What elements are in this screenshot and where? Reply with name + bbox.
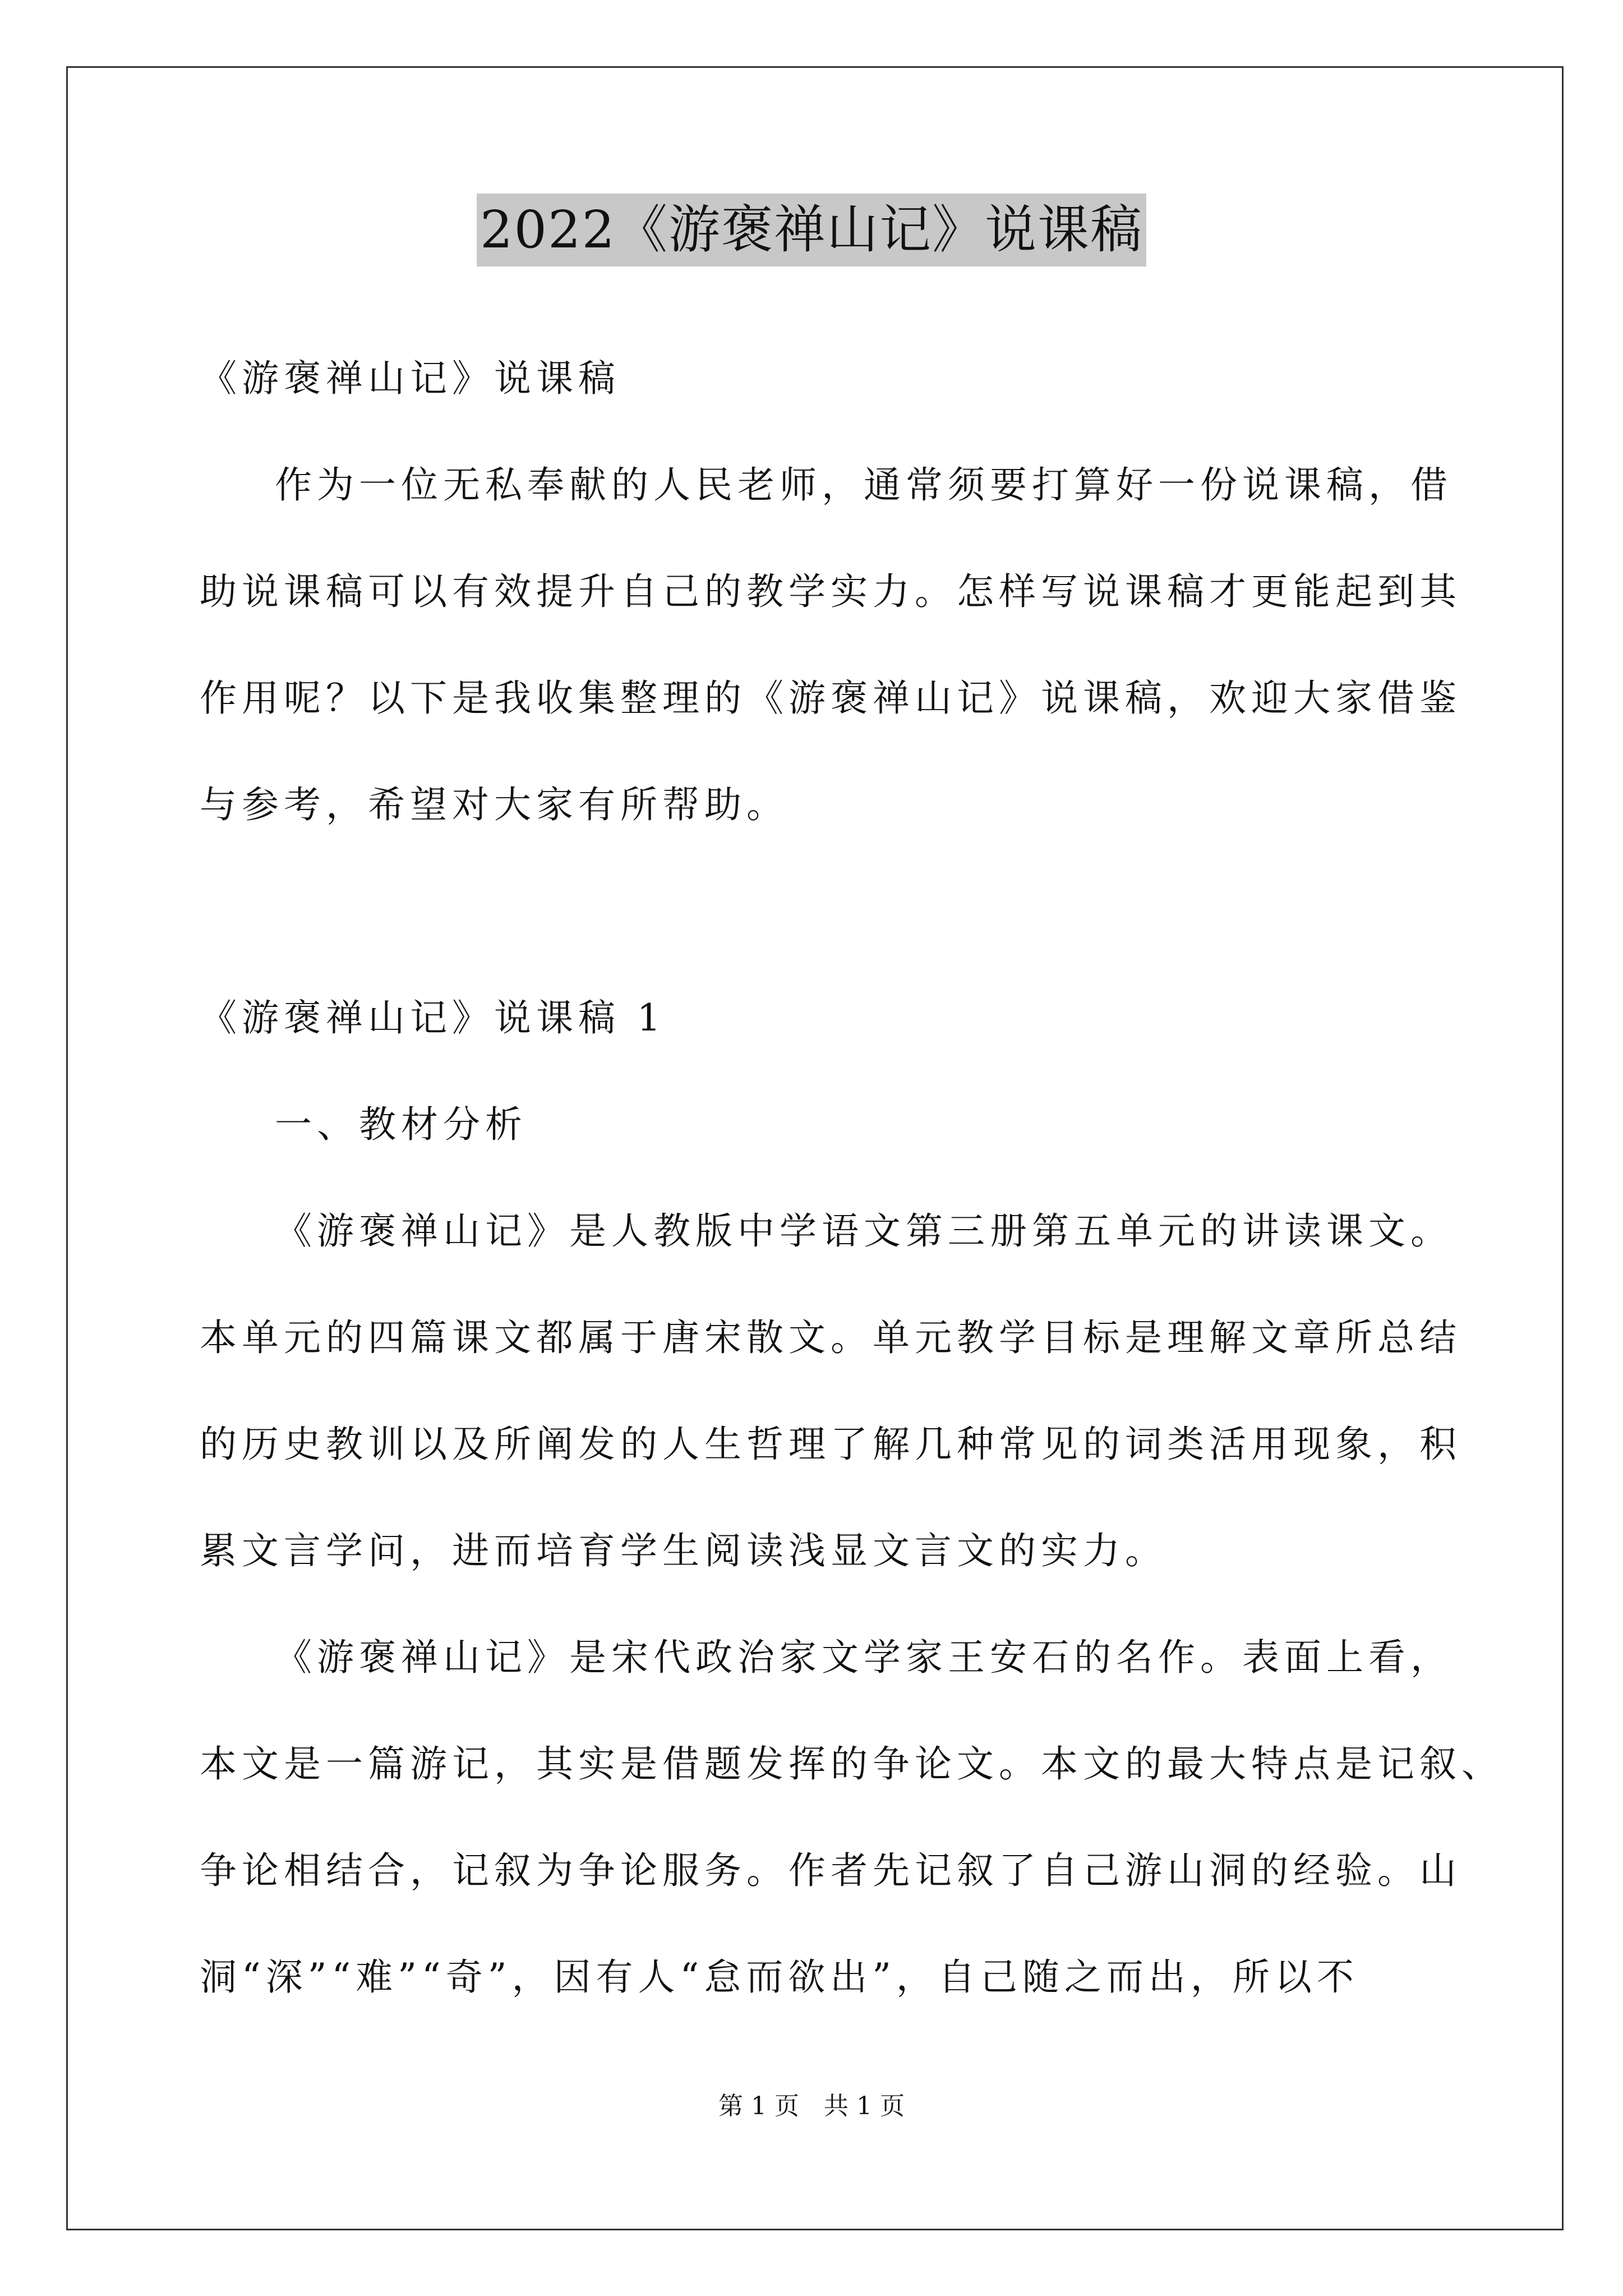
page-footer: 第 1 页 共 1 页 [718,2092,905,2120]
document-subtitle: 《游褒禅山记》说课稿 [200,357,620,400]
para1-line-3: 的历史教训以及所阐发的人生哲理了解几种常见的词类活用现象，积 [200,1423,1461,1466]
para1-line-2: 本单元的四篇课文都属于唐宋散文。单元教学目标是理解文章所总结 [200,1316,1461,1359]
section-heading: 一、教材分析 [275,1103,527,1146]
para2-line-2: 本文是一篇游记，其实是借题发挥的争论文。本文的最大特点是记叙、 [200,1742,1504,1786]
section-title: 《游褒禅山记》说课稿 1 [200,996,666,1039]
intro-line-4: 与参考，希望对大家有所帮助。 [200,783,789,826]
intro-line-3: 作用呢？以下是我收集整理的《游褒禅山记》说课稿，欢迎大家借鉴 [200,677,1461,720]
intro-line-1: 作为一位无私奉献的人民老师，通常须要打算好一份说课稿，借 [275,463,1453,507]
para2-line-1: 《游褒禅山记》是宋代政治家文学家王安石的名作。表面上看， [275,1636,1453,1679]
para1-line-1: 《游褒禅山记》是人教版中学语文第三册第五单元的讲读课文。 [275,1209,1453,1253]
title-container [0,194,1623,266]
para2-line-4: 洞“深”“难”“奇”，因有人“怠而欲出”，自己随之而出，所以不 [200,1955,1359,1999]
para1-line-4: 累文言学问，进而培育学生阅读浅显文言文的实力。 [200,1529,1167,1572]
para2-line-3: 争论相结合，记叙为争论服务。作者先记叙了自己游山洞的经验。山 [200,1849,1461,1892]
document-title: 2022《游褒禅山记》说课稿 [477,194,1146,266]
intro-line-2: 助说课稿可以有效提升自己的教学实力。怎样写说课稿才更能起到其 [200,570,1461,613]
